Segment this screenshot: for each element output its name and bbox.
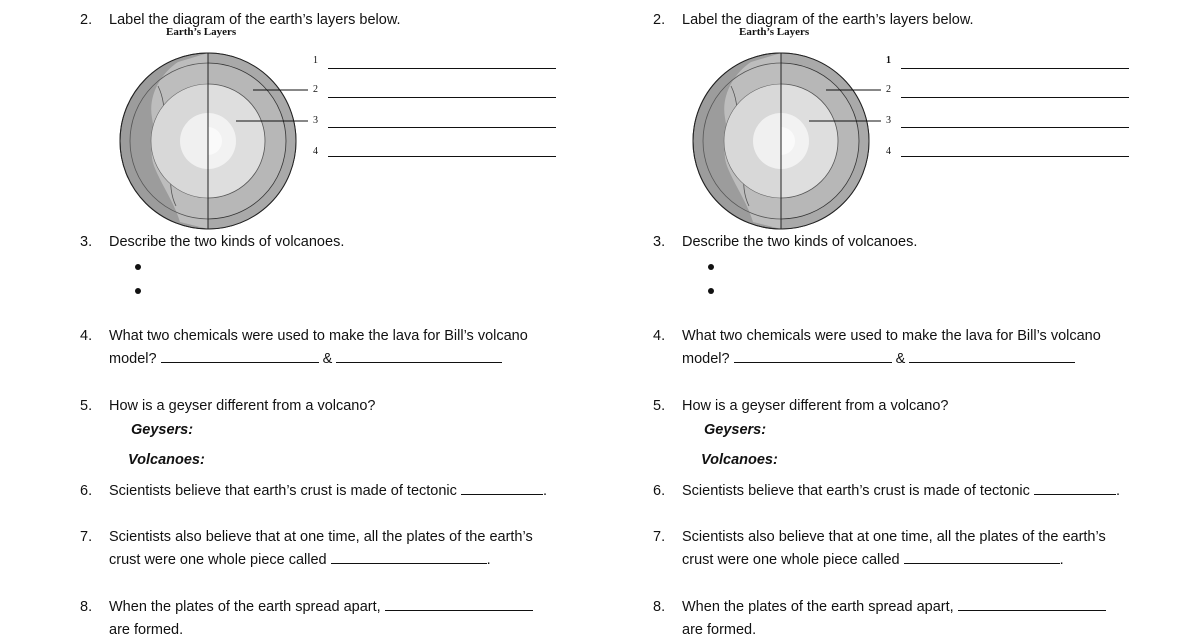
answer-blank[interactable] [909,362,1075,363]
earth-cross-section [118,26,338,236]
question-number: 2. [80,12,93,28]
answer-line-3[interactable] [328,127,556,128]
question-3 [653,231,917,254]
ampersand: & [895,351,906,367]
question-number: 8. [653,599,666,615]
question-text: Scientists believe that earth’s crust is made of tectonic [682,483,1030,499]
answer-line-1[interactable] [328,68,556,69]
diagram-title: Earth’s Layers [166,26,237,38]
question-number: 8. [80,599,93,615]
period: . [1115,483,1120,499]
question-number: 2. [653,12,666,28]
answer-line-3[interactable] [901,127,1129,128]
question-text: What two chemicals were used to make the lava for Bill’s volcano [682,328,1101,344]
question-6 [80,480,547,503]
question-text: Scientists also believe that at one time, all the plates of the earth’s [109,529,533,545]
answer-blank[interactable] [734,362,892,363]
question-6 [653,480,1120,503]
answer-blank[interactable] [1034,494,1116,495]
layer-label-1: 1 [313,55,318,66]
question-text: are formed. [109,622,184,638]
question-text: model? [682,351,730,367]
answer-line-4[interactable] [901,156,1129,157]
bullet-point [135,264,141,270]
question-7 [80,526,533,572]
answer-blank[interactable] [461,494,543,495]
question-number: 3. [653,234,666,250]
volcanoes-label: Volcanoes: [701,452,778,468]
question-number: 7. [653,529,666,545]
question-text: How is a geyser different from a volcano? [109,398,376,414]
question-text: How is a geyser different from a volcano? [682,398,949,414]
geysers-label: Geysers: [704,422,767,438]
answer-line-2[interactable] [901,97,1129,98]
volcanoes-label: Volcanoes: [128,452,205,468]
question-number: 4. [653,328,666,344]
question-3 [80,231,344,254]
layer-label-2: 2 [886,84,891,95]
question-number: 6. [80,483,93,499]
question-text: Describe the two kinds of volcanoes. [682,234,918,250]
layer-label-1: 1 [886,55,891,66]
question-text: Label the diagram of the earth’s layers below. [109,12,401,28]
bullet-point [708,288,714,294]
worksheet-left [80,0,640,638]
question-text: Label the diagram of the earth’s layers below. [682,12,974,28]
question-number: 5. [80,398,93,414]
ampersand: & [322,351,333,367]
question-7 [653,526,1106,572]
question-4 [80,325,528,371]
layer-label-2: 2 [313,84,318,95]
diagram-title: Earth’s Layers [739,26,810,38]
layer-label-4: 4 [313,146,318,157]
answer-line-4[interactable] [328,156,556,157]
answer-blank[interactable] [904,563,1060,564]
period: . [486,552,491,568]
question-number: 4. [80,328,93,344]
question-8 [653,596,1106,642]
answer-line-2[interactable] [328,97,556,98]
question-number: 6. [653,483,666,499]
question-text: When the plates of the earth spread apart, [109,599,381,615]
question-number: 3. [80,234,93,250]
question-number: 5. [653,398,666,414]
earth-cross-section [691,26,911,236]
worksheet-right [653,0,1200,638]
question-4 [653,325,1101,371]
answer-line-1[interactable] [901,68,1129,69]
earth-layers-diagram [118,26,578,236]
question-text: When the plates of the earth spread apart, [682,599,954,615]
answer-blank[interactable] [958,610,1106,611]
layer-label-3: 3 [886,115,891,126]
question-8 [80,596,533,642]
period: . [542,483,547,499]
answer-blank[interactable] [336,362,502,363]
question-text: crust were one whole piece called [682,552,900,568]
bullet-point [708,264,714,270]
earth-layers-diagram [691,26,1151,236]
answer-blank[interactable] [331,563,487,564]
layer-label-4: 4 [886,146,891,157]
question-text: are formed. [682,622,757,638]
layer-label-3: 3 [313,115,318,126]
question-text: crust were one whole piece called [109,552,327,568]
question-text: What two chemicals were used to make the lava for Bill’s volcano [109,328,528,344]
question-number: 7. [80,529,93,545]
question-text: model? [109,351,157,367]
question-text: Describe the two kinds of volcanoes. [109,234,345,250]
answer-blank[interactable] [385,610,533,611]
geysers-label: Geysers: [131,422,194,438]
question-5 [653,395,949,418]
question-text: Scientists also believe that at one time, all the plates of the earth’s [682,529,1106,545]
question-text: Scientists believe that earth’s crust is made of tectonic [109,483,457,499]
question-5 [80,395,376,418]
answer-blank[interactable] [161,362,319,363]
bullet-point [135,288,141,294]
period: . [1059,552,1064,568]
